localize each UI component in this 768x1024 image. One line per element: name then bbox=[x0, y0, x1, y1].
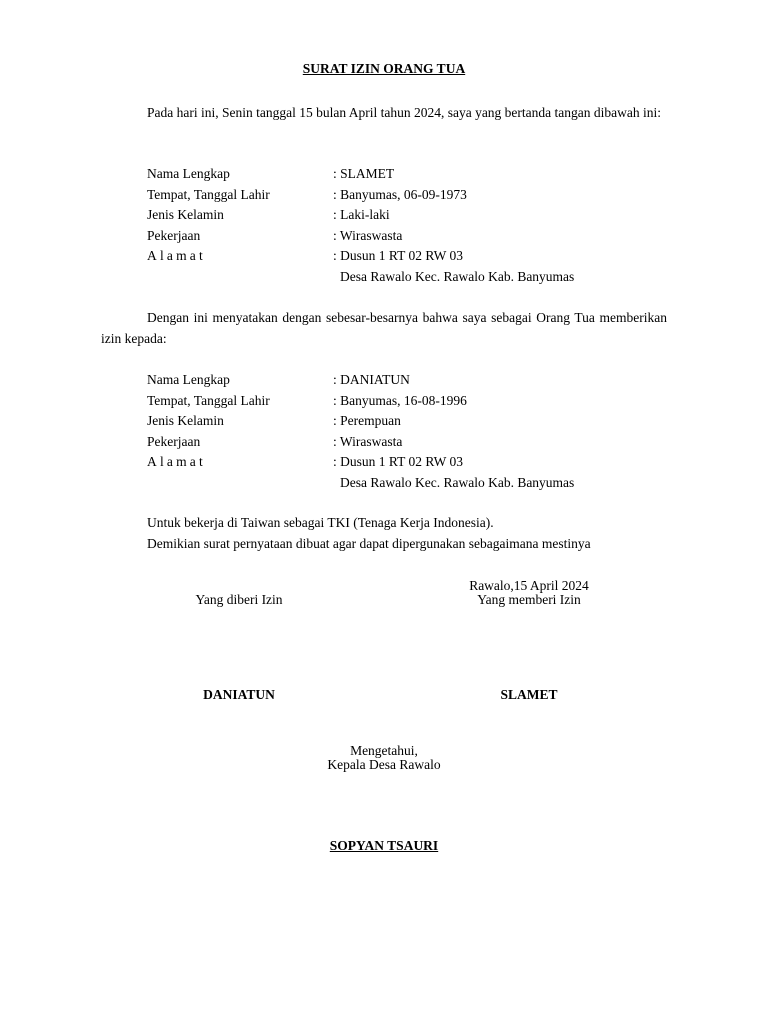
parent-row-address-cont bbox=[147, 267, 667, 288]
parent-gender-value: : Laki-laki bbox=[333, 207, 390, 222]
acknowledgement-line1: Mengetahui, bbox=[350, 743, 418, 758]
intro-text: Pada hari ini, Senin tanggal 15 bulan April tahun 2024, saya yang bertanda tangan dibawah ini: bbox=[147, 105, 662, 120]
statement-text: Dengan ini menyatakan dengan sebesar-besarnya bahwa saya sebagai Orang Tua memberikan izin kepada: bbox=[101, 310, 667, 346]
parent-address-value: : Dusun 1 RT 02 RW 03 bbox=[333, 248, 463, 263]
child-address-value: : Dusun 1 RT 02 RW 03 bbox=[333, 454, 463, 469]
left-signatory-name: DANIATUN bbox=[203, 687, 275, 702]
parent-job-label: Pekerjaan bbox=[147, 227, 201, 243]
parent-birth-label: Tempat, Tanggal Lahir bbox=[147, 186, 270, 202]
child-row-gender bbox=[147, 411, 667, 432]
child-gender-value: : Perempuan bbox=[333, 413, 401, 428]
parent-row-job bbox=[147, 226, 667, 247]
child-job-value: : Wiraswasta bbox=[333, 433, 403, 449]
child-row-birth bbox=[147, 391, 667, 412]
parent-name-label: Nama Lengkap bbox=[147, 166, 230, 181]
purpose-line: Untuk bekerja di Taiwan sebagai TKI (Tenaga Kerja Indonesia). bbox=[147, 515, 494, 530]
child-name-value: : DANIATUN bbox=[333, 372, 410, 387]
document-title: SURAT IZIN ORANG TUA bbox=[302, 61, 466, 76]
child-gender-label: Jenis Kelamin bbox=[147, 413, 224, 428]
parent-row-birth bbox=[147, 185, 667, 206]
village-head-name: SOPYAN TSAURI bbox=[329, 838, 439, 853]
parent-job-value: : Wiraswasta bbox=[333, 227, 403, 243]
parent-birth-value: : Banyumas, 06-09-1973 bbox=[333, 186, 467, 202]
parent-gender-label: Jenis Kelamin bbox=[147, 207, 224, 222]
parent-name-value: : SLAMET bbox=[333, 166, 395, 181]
intro-paragraph bbox=[101, 103, 667, 124]
parent-row-address bbox=[147, 246, 667, 267]
child-birth-value: : Banyumas, 16-08-1996 bbox=[333, 392, 467, 408]
parent-info bbox=[147, 164, 667, 287]
place-date: Rawalo,15 April 2024 bbox=[469, 578, 589, 593]
parent-address-cont: Desa Rawalo Kec. Rawalo Kab. Banyumas bbox=[340, 268, 575, 284]
child-row-job bbox=[147, 432, 667, 453]
child-birth-label: Tempat, Tanggal Lahir bbox=[147, 392, 270, 408]
child-row-name bbox=[147, 370, 667, 391]
right-signature-caption: Yang memberi Izin bbox=[477, 592, 581, 607]
child-row-address bbox=[147, 452, 667, 473]
child-name-label: Nama Lengkap bbox=[147, 372, 230, 387]
acknowledgement-line2: Kepala Desa Rawalo bbox=[327, 757, 441, 772]
child-job-label: Pekerjaan bbox=[147, 433, 201, 449]
parent-address-label: Alamat bbox=[147, 248, 206, 263]
child-address-cont: Desa Rawalo Kec. Rawalo Kab. Banyumas bbox=[340, 474, 575, 490]
left-signature-caption: Yang diberi Izin bbox=[195, 592, 283, 607]
statement-paragraph bbox=[101, 308, 667, 349]
child-address-label: Alamat bbox=[147, 454, 206, 469]
child-row-address-cont bbox=[147, 473, 667, 494]
child-info bbox=[147, 370, 667, 493]
parent-row-gender bbox=[147, 205, 667, 226]
closing-line: Demikian surat pernyataan dibuat agar dapat dipergunakan sebagaimana mestinya bbox=[147, 536, 591, 551]
parent-row-name bbox=[147, 164, 667, 185]
right-signatory-name: SLAMET bbox=[500, 687, 558, 702]
